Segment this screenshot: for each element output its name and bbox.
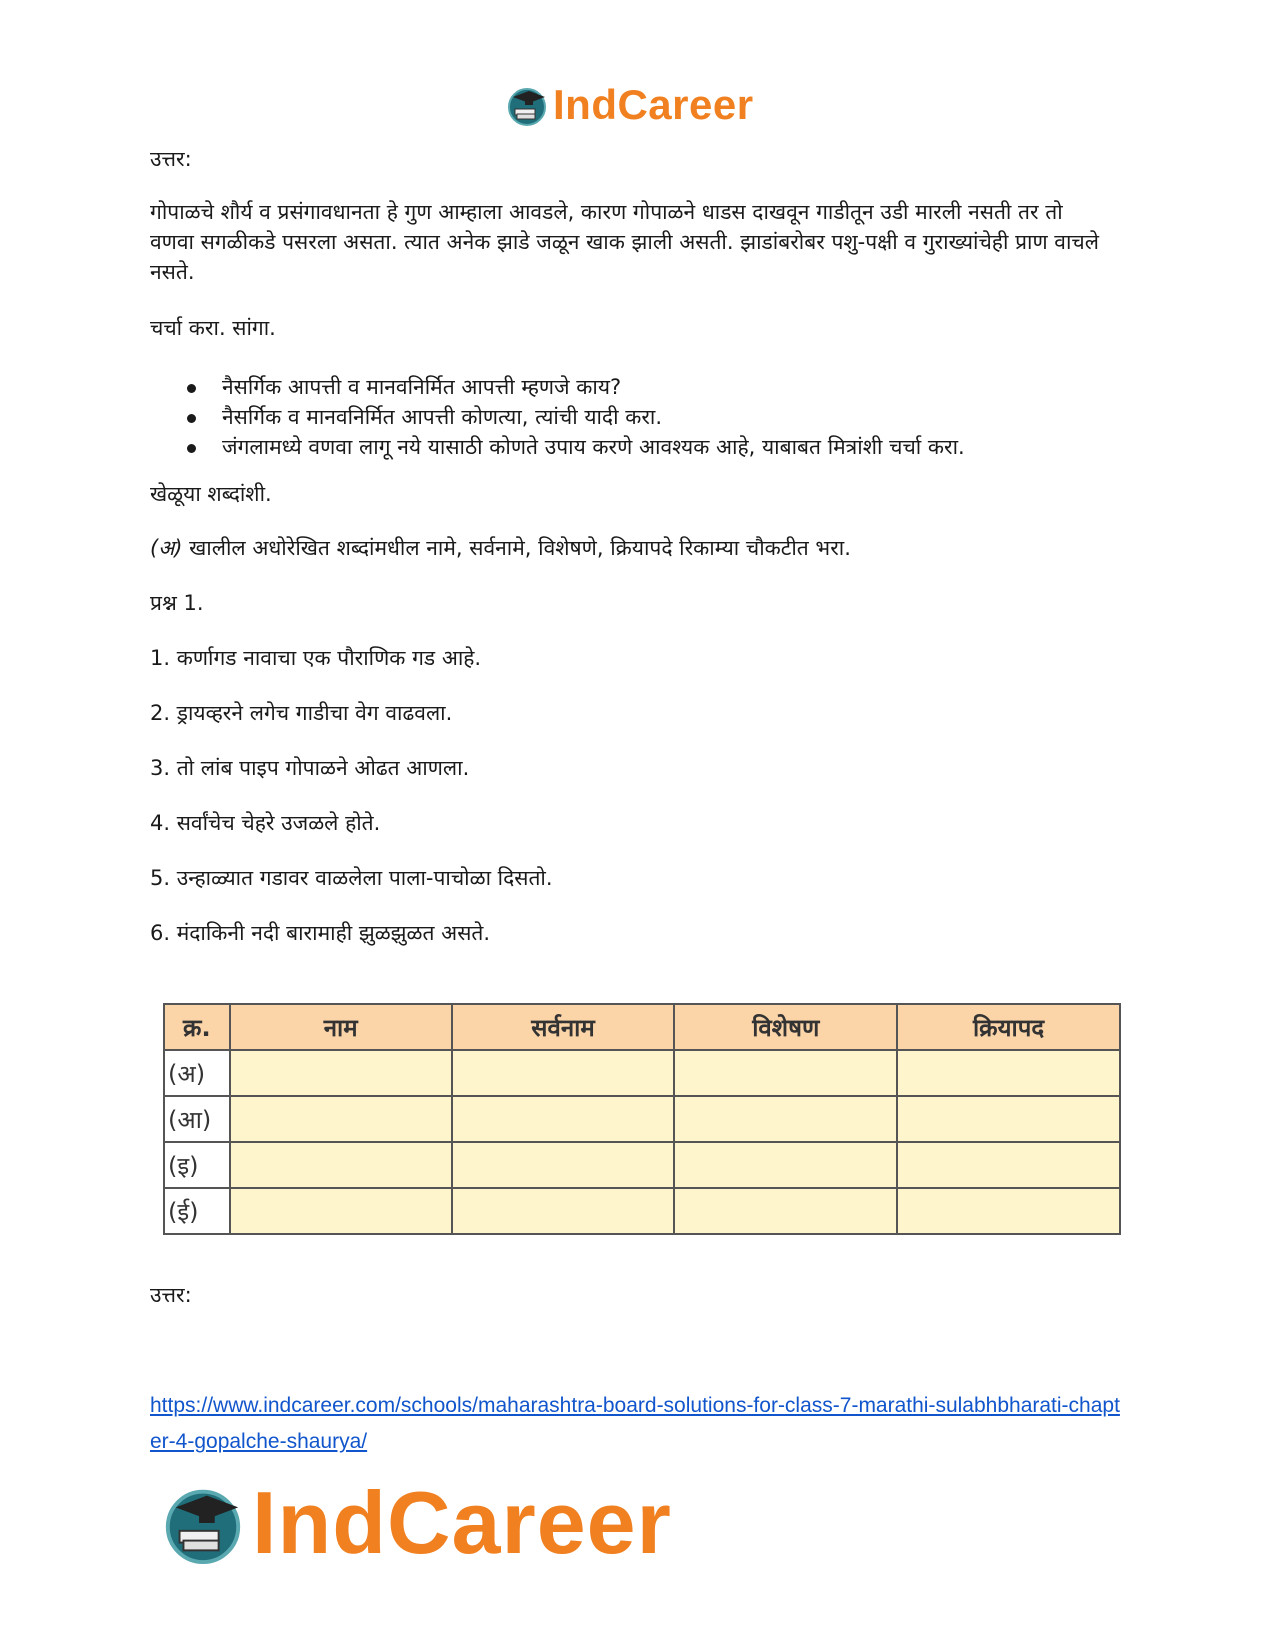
section-heading: खेळूया शब्दांशी. <box>150 482 272 506</box>
sentence: 6. मंदाकिनी नदी बारामाही झुळझुळत असते. <box>150 921 491 945</box>
brand-wordmark: IndCareer <box>252 1473 672 1572</box>
answer-label: उत्तर: <box>150 147 192 171</box>
table-header-row <box>164 1004 1120 1050</box>
instruction-text: खालील अधोरेखित शब्दांमधील नामे, सर्वनामे, विशेषणे, क्रियापदे रिकाम्या चौकटीत भरा. <box>189 536 851 560</box>
sentence: 3. तो लांब पाइप गोपाळने ओढत आणला. <box>150 756 470 780</box>
table-row <box>164 1188 1120 1234</box>
row-label: (इ) <box>164 1142 230 1188</box>
answer-paragraph: गोपाळचे शौर्य व प्रसंगावधानता हे गुण आम्हाला आवडले, कारण गोपाळने धाडस दाखवून गाडीतून उडी मारली नसती तर तो वणवा सगळीकडे पसरला असता. त्यात अनेक झाडे जळून खाक झाली असती. झाडांबरोबर पशु-पक्षी व गुराख्यांचेही प्राण वाचले नसते. <box>150 200 1099 284</box>
footer-logo <box>160 1472 672 1574</box>
table-cell <box>674 1142 897 1188</box>
sentence: 5. उन्हाळ्यात गडावर वाळलेला पाला-पाचोळा दिसतो. <box>150 866 553 890</box>
table-row <box>164 1096 1120 1142</box>
column-header: क्र. <box>164 1004 230 1050</box>
table-cell <box>230 1142 452 1188</box>
table-cell <box>674 1188 897 1234</box>
table-row <box>164 1050 1120 1096</box>
table-cell <box>674 1096 897 1142</box>
column-header: नाम <box>230 1004 452 1050</box>
table-cell <box>230 1188 452 1234</box>
list-item: नैसर्गिक आपत्ती व मानवनिर्मित आपत्ती म्हणजे काय? <box>222 372 965 402</box>
graduation-globe-icon <box>505 83 549 127</box>
row-label: (ई) <box>164 1188 230 1234</box>
table-cell <box>452 1050 675 1096</box>
instruction <box>150 533 851 563</box>
column-header: सर्वनाम <box>452 1004 675 1050</box>
table-cell <box>674 1050 897 1096</box>
answer-label: उत्तर: <box>150 1283 192 1307</box>
list-item: जंगलामध्ये वणवा लागू नये यासाठी कोणते उपाय करणे आवश्यक आहे, याबाबत मित्रांशी चर्चा करा. <box>222 432 965 462</box>
table-cell <box>897 1050 1120 1096</box>
table-cell <box>897 1096 1120 1142</box>
table-cell <box>452 1096 675 1142</box>
table-cell <box>897 1142 1120 1188</box>
table-cell <box>452 1142 675 1188</box>
table-cell <box>897 1188 1120 1234</box>
discuss-heading: चर्चा करा. सांगा. <box>150 316 276 340</box>
row-label: (अ) <box>164 1050 230 1096</box>
source-link[interactable]: https://www.indcareer.com/schools/maharashtra-board-solutions-for-class-7-marathi-sulabhbharati-chapter-4-gopalche-shaurya/ <box>150 1394 1120 1453</box>
list-item: नैसर्गिक व मानवनिर्मित आपत्ती कोणत्या, त्यांची यादी करा. <box>222 402 965 432</box>
brand-wordmark: IndCareer <box>553 81 754 128</box>
table-cell <box>230 1050 452 1096</box>
column-header: विशेषण <box>674 1004 897 1050</box>
question-label: प्रश्न 1. <box>150 591 204 615</box>
table-cell <box>452 1188 675 1234</box>
column-header: क्रियापद <box>897 1004 1120 1050</box>
instruction-prefix: (अ) <box>150 536 183 560</box>
sentence: 4. सर्वांचेच चेहरे उजळले होते. <box>150 811 381 835</box>
table-cell <box>230 1096 452 1142</box>
table-row <box>164 1142 1120 1188</box>
grammar-table <box>163 1003 1121 1235</box>
sentence: 1. कर्णागड नावाचा एक पौराणिक गड आहे. <box>150 646 482 670</box>
header-logo <box>505 80 754 130</box>
row-label: (आ) <box>164 1096 230 1142</box>
sentence: 2. ड्रायव्हरने लगेच गाडीचा वेग वाढवला. <box>150 701 453 725</box>
discussion-list <box>150 372 965 462</box>
graduation-globe-icon <box>160 1480 246 1566</box>
